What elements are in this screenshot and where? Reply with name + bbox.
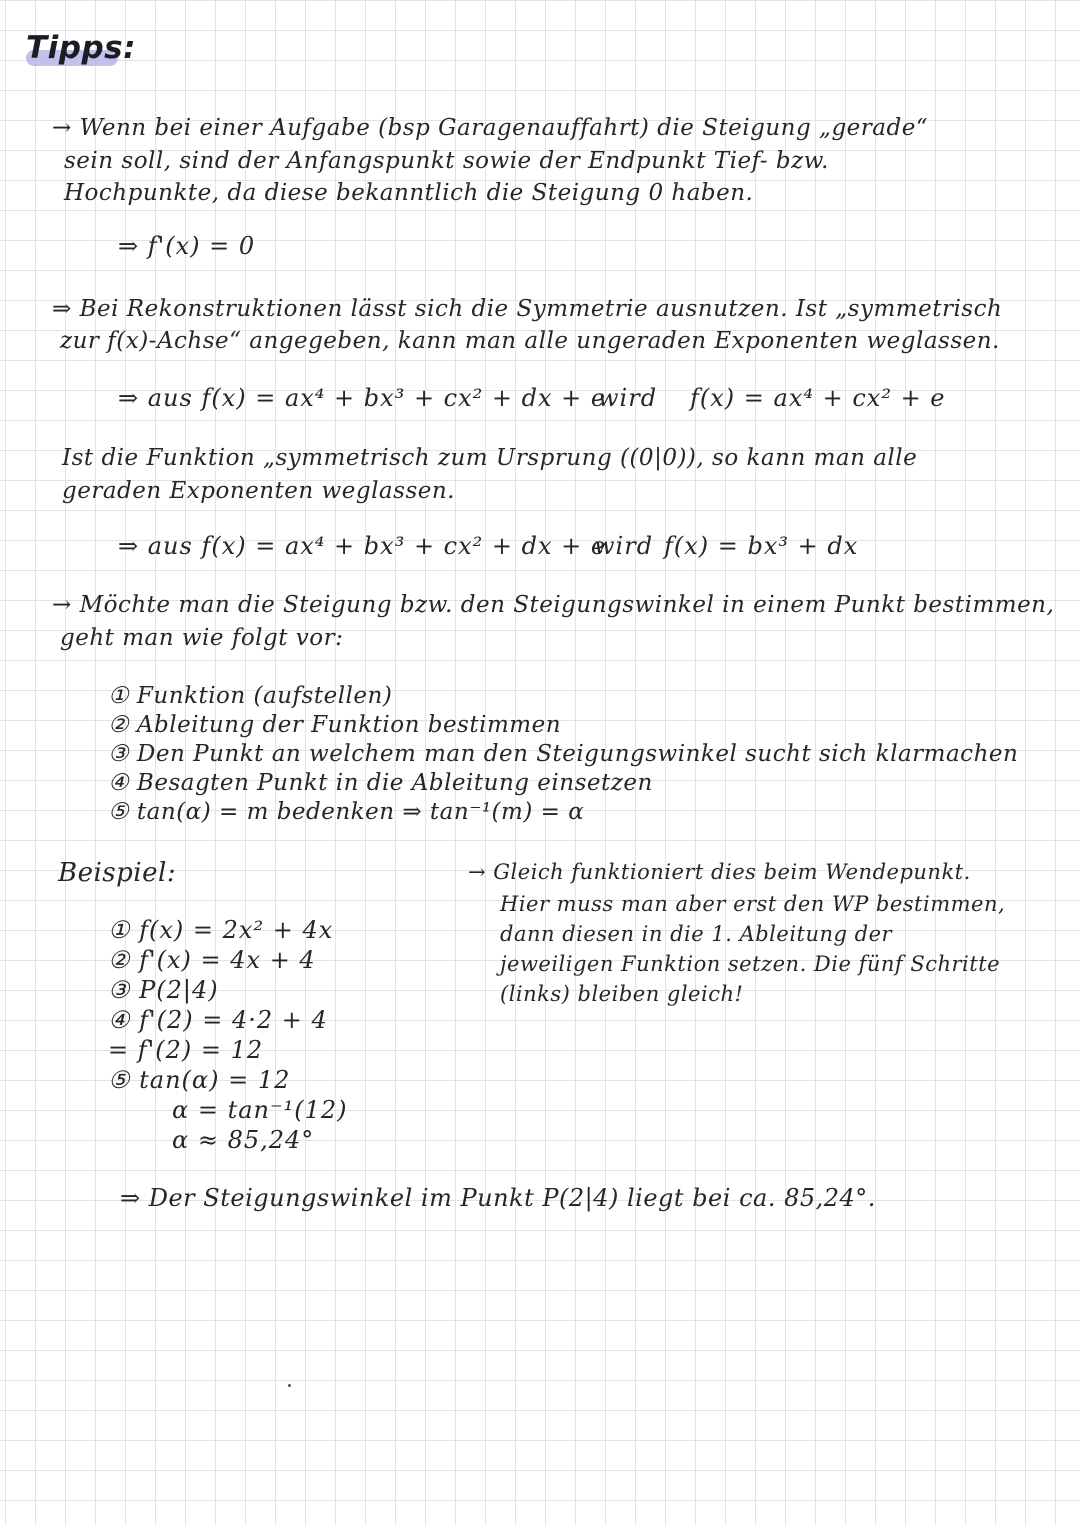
example-heading: Beispiel: — [58, 858, 177, 888]
tip2-line: ⇒ Bei Rekonstruktionen lässt sich die Symmetrie ausnutzen. Ist „symmetrisch — [52, 296, 1003, 322]
tip1-formula: ⇒ f'(x) = 0 — [118, 232, 256, 260]
tip2-formula-wird: wird — [598, 384, 658, 412]
pen-dot — [288, 1384, 291, 1387]
tip3-step: ⑤ tan(α) = m bedenken ⇒ tan⁻¹(m) = α — [108, 799, 585, 825]
tip3-line: → Möchte man die Steigung bzw. den Steigungswinkel in einem Punkt bestimmen, — [52, 592, 1055, 618]
tip2-formula2-from: ⇒ aus f(x) = ax⁴ + bx³ + cx² + dx + e — [118, 532, 607, 560]
tip2-formula2-to: f(x) = bx³ + dx — [664, 532, 859, 560]
example-line: ② f'(x) = 4x + 4 — [108, 946, 316, 974]
example-line: = f'(2) = 12 — [108, 1036, 264, 1064]
example-line: ① f(x) = 2x² + 4x — [108, 916, 334, 944]
tip2-line: zur f(x)-Achse“ angegeben, kann man alle ungeraden Exponenten weglassen. — [60, 328, 1000, 354]
tip2-formula2-wird: wird — [594, 532, 654, 560]
page-title: Tipps: — [26, 30, 137, 66]
side-note-line: jeweiligen Funktion setzen. Die fünf Schritte — [500, 952, 1001, 976]
tip3-step: ② Ableitung der Funktion bestimmen — [108, 712, 562, 738]
tip2-line2: geraden Exponenten weglassen. — [62, 478, 455, 504]
tip1-line: Hochpunkte, da diese bekanntlich die Steigung 0 haben. — [64, 180, 754, 206]
example-line: ④ f'(2) = 4·2 + 4 — [108, 1006, 328, 1034]
tip2-line2: Ist die Funktion „symmetrisch zum Ursprung ((0|0)), so kann man alle — [62, 445, 918, 471]
side-note-line: Hier muss man aber erst den WP bestimmen, — [500, 892, 1006, 916]
side-note-line: (links) bleiben gleich! — [500, 982, 744, 1006]
tip2-formula-from: ⇒ aus f(x) = ax⁴ + bx³ + cx² + dx + e — [118, 384, 607, 412]
side-note-line: → Gleich funktioniert dies beim Wendepunkt. — [468, 860, 971, 884]
tip1-line: sein soll, sind der Anfangspunkt sowie der Endpunkt Tief- bzw. — [64, 148, 829, 174]
example-line: α = tan⁻¹(12) — [172, 1096, 348, 1124]
tip3-line: geht man wie folgt vor: — [60, 625, 344, 651]
tip3-step: ④ Besagten Punkt in die Ableitung einsetzen — [108, 770, 653, 796]
side-note-line: dann diesen in die 1. Ableitung der — [500, 922, 893, 946]
example-line: α ≈ 85,24° — [172, 1126, 315, 1154]
tip2-formula-to: f(x) = ax⁴ + cx² + e — [690, 384, 946, 412]
example-conclusion: ⇒ Der Steigungswinkel im Punkt P(2|4) liegt bei ca. 85,24°. — [120, 1184, 876, 1212]
tip3-step: ③ Den Punkt an welchem man den Steigungswinkel sucht sich klarmachen — [108, 741, 1019, 767]
tip1-line: → Wenn bei einer Aufgabe (bsp Garagenauffahrt) die Steigung „gerade“ — [52, 115, 929, 141]
example-line: ③ P(2|4) — [108, 976, 219, 1004]
example-line: ⑤ tan(α) = 12 — [108, 1066, 291, 1094]
tip3-step: ① Funktion (aufstellen) — [108, 683, 393, 709]
